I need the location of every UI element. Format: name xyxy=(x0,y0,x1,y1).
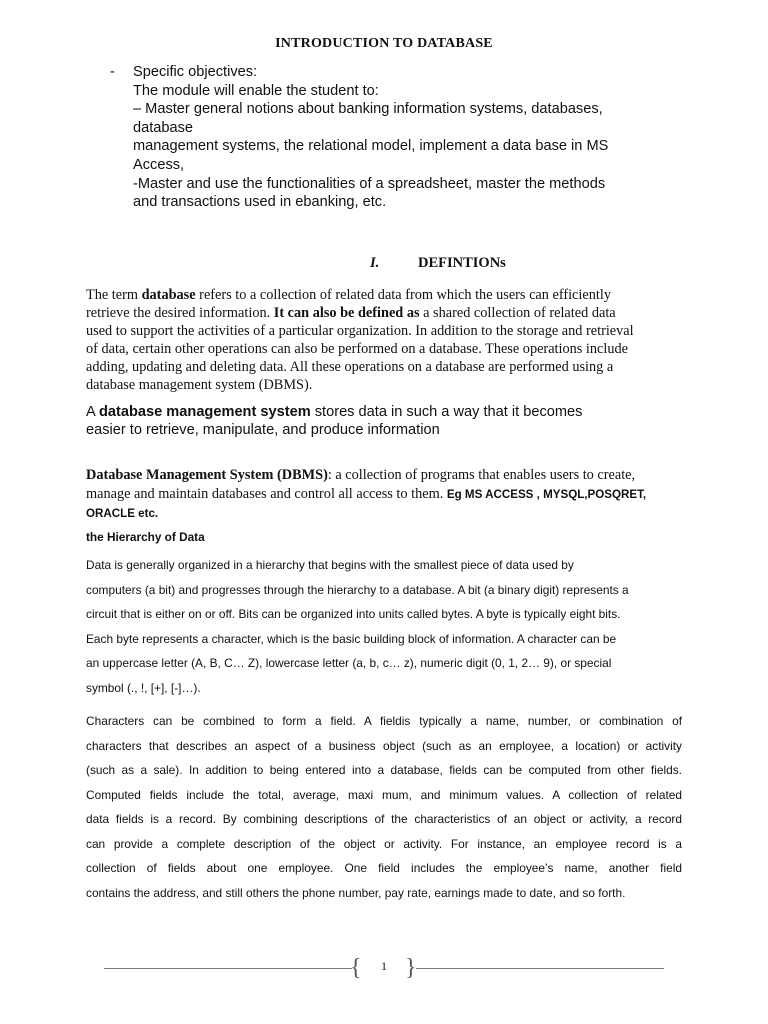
paragraph-line: database management system (DBMS). xyxy=(86,377,313,394)
text-run: : a collection of programs that enables users to create, xyxy=(327,467,636,483)
text-run: manage and maintain databases and control all access to them. xyxy=(86,485,447,502)
section-number: I. xyxy=(370,255,380,271)
left-brace-icon: { xyxy=(350,955,362,981)
paragraph-line: circuit that is either on or off. Bits can be organized into units called bytes. A byte is typically eight bits. xyxy=(86,607,621,621)
term-database: database xyxy=(141,287,196,303)
objectives-line: database xyxy=(133,119,194,136)
term-dbms: database management system xyxy=(98,404,311,420)
paragraph-line: (such as a sale). In addition to being entered into a database, fields can be computed from other fields. xyxy=(86,763,682,777)
dbms-definition xyxy=(86,466,686,524)
section-heading xyxy=(370,255,506,272)
paragraph-line: symbol (., !, [+], [-]…). xyxy=(86,680,201,695)
paragraph-line: computers (a bit) and progresses through the hierarchy to a database. A bit (a binary digit) represents a xyxy=(86,582,629,597)
page-number: 1 xyxy=(381,959,387,973)
objectives-line: The module will enable the student to: xyxy=(133,82,379,99)
paragraph-line: characters that describes an aspect of a business object (such as an employee, a location) or activity xyxy=(86,738,682,753)
paragraph-line: Data is generally organized in a hierarchy that begins with the smallest piece of data used by xyxy=(86,558,574,572)
document-title: INTRODUCTION TO DATABASE xyxy=(275,36,493,51)
dbms-examples: ORACLE etc. xyxy=(86,507,159,520)
list-dash: - xyxy=(110,64,115,80)
paragraph-line: can provide a complete description of the object or activity. For instance, an employee record is a xyxy=(86,836,682,851)
definition-paragraph xyxy=(86,286,686,395)
objectives-line: -Master and use the functionalities of a spreadsheet, master the methods xyxy=(133,175,606,192)
dbms-sentence xyxy=(86,403,686,439)
objectives-line: – Master general notions about banking information systems, databases, xyxy=(133,101,603,118)
objectives-block xyxy=(110,63,670,212)
paragraph-line: contains the address, and still others the phone number, pay rate, earnings made to date, and so forth. xyxy=(86,885,626,900)
paragraph-line: data fields is a record. By combining descriptions of the characteristics of an object or activity, a record xyxy=(86,812,682,826)
fields-paragraph xyxy=(86,709,682,905)
dbms-examples: Eg MS ACCESS , MYSQL,POSQRET, xyxy=(446,487,647,501)
paragraph-line: easier to retrieve, manipulate, and produce information xyxy=(86,422,440,438)
right-brace-icon: } xyxy=(405,955,417,981)
paragraph-line: collection of fields about one employee. One field includes the employee’s name, another field xyxy=(86,861,682,875)
text-run: retrieve the desired information. xyxy=(86,305,274,322)
paragraph-line: used to support the activities of a particular organization. In addition to the storage and retrieval xyxy=(86,323,634,340)
objectives-line: and transactions used in ebanking, etc. xyxy=(133,194,387,211)
term-dbms-full: Database Management System (DBMS) xyxy=(86,467,328,483)
hierarchy-heading: the Hierarchy of Data xyxy=(86,530,205,544)
page-footer xyxy=(0,955,768,983)
objectives-line: Specific objectives: xyxy=(133,64,258,80)
emphasis-text: It can also be defined as xyxy=(273,305,420,322)
text-run: refers to a collection of related data from which the users can efficiently xyxy=(195,287,611,303)
paragraph-line: adding, updating and deleting data. All these operations on a database are performed using a xyxy=(86,359,614,376)
text-run: a shared collection of related data xyxy=(419,305,616,322)
text-run: A xyxy=(86,404,99,420)
footer-rule-left xyxy=(104,968,352,969)
paragraph-line: an uppercase letter (A, B, C… Z), lowercase letter (a, b, c… z), numeric digit (0, 1, 2… 9), or special xyxy=(86,656,612,670)
objectives-line: management systems, the relational model, implement a data base in MS xyxy=(133,138,609,155)
paragraph-line: of data, certain other operations can also be performed on a database. These operations include xyxy=(86,341,629,358)
paragraph-line: Computed fields include the total, average, maxi mum, and minimum values. A collection of related xyxy=(86,787,682,802)
footer-rule-right xyxy=(416,968,664,969)
paragraph-line: Each byte represents a character, which is the basic building block of information. A character can be xyxy=(86,631,617,646)
text-run: stores data in such a way that it becomes xyxy=(310,404,583,420)
objectives-line: Access, xyxy=(133,156,185,173)
section-title: DEFINTIONs xyxy=(418,255,506,271)
hierarchy-paragraph xyxy=(86,553,682,700)
text-run: The term xyxy=(86,287,142,303)
paragraph-line: Characters can be combined to form a field. A fieldis typically a name, number, or combination of xyxy=(86,714,682,728)
